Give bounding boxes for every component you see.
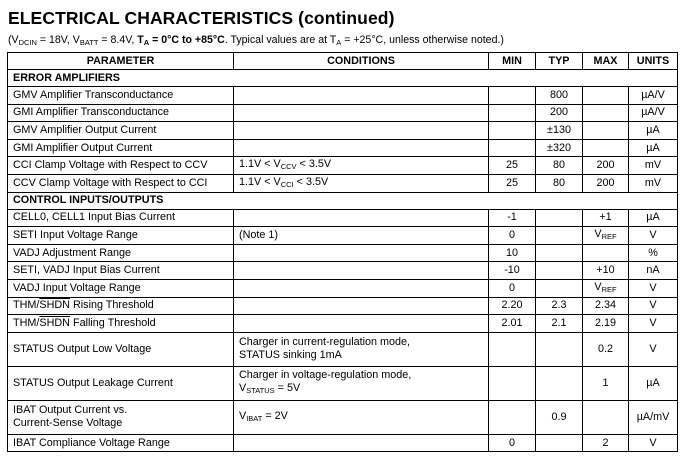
min-cell: 25	[489, 157, 536, 175]
min-cell	[489, 87, 536, 105]
table-row	[8, 297, 678, 315]
table-row	[8, 400, 678, 434]
max-cell: $V_{REF}$	[583, 227, 629, 245]
unit-cell: V	[629, 434, 678, 452]
condition-cell: $V_{IBAT} = 2V$	[234, 400, 489, 434]
max-cell	[583, 400, 629, 434]
max-cell	[583, 244, 629, 262]
param-cell: VADJ Adjustment Range	[8, 244, 234, 262]
unit-cell: %	[629, 244, 678, 262]
condition-cell	[234, 315, 489, 333]
table-row	[8, 279, 678, 297]
unit-cell: V	[629, 297, 678, 315]
header-typ: TYP	[536, 53, 583, 70]
typ-cell	[536, 434, 583, 452]
header-units: UNITS	[629, 53, 678, 70]
condition-cell	[234, 279, 489, 297]
min-cell: 25	[489, 174, 536, 192]
table-row	[8, 174, 678, 192]
min-cell	[489, 400, 536, 434]
max-cell	[583, 122, 629, 140]
max-cell: 0.2	[583, 332, 629, 366]
condition-cell: Charger in voltage-regulation mode, $V_{STATUS} = 5V$	[234, 366, 489, 400]
table-row	[8, 104, 678, 122]
typ-cell: ±320	[536, 139, 583, 157]
table-header-row	[8, 53, 678, 70]
unit-cell: µA/mV	[629, 400, 678, 434]
test-conditions-note: ($V_{DCIN} = 18V$, $V_{BATT} = 8.4V$, $T_A = 0^\circ C$ to +85°C. Typical values are at $T_A = +25^\circ C$, unless otherwise noted.)	[8, 34, 504, 47]
unit-cell: V	[629, 332, 678, 366]
typ-cell: 200	[536, 104, 583, 122]
unit-cell: µA	[629, 366, 678, 400]
param-cell: CELL0, CELL1 Input Bias Current	[8, 209, 234, 227]
max-cell: +10	[583, 262, 629, 280]
section-error-amplifiers: ERROR AMPLIFIERS	[8, 70, 678, 87]
min-cell: 10	[489, 244, 536, 262]
unit-cell: mV	[629, 174, 678, 192]
table-row	[8, 434, 678, 452]
table-row	[8, 332, 678, 366]
typ-cell	[536, 279, 583, 297]
page-title: ELECTRICAL CHARACTERISTICS (continued)	[8, 8, 395, 28]
unit-cell: V	[629, 227, 678, 245]
unit-cell: µA	[629, 139, 678, 157]
table-row	[8, 227, 678, 245]
typ-cell	[536, 332, 583, 366]
max-cell: +1	[583, 209, 629, 227]
table-row	[8, 157, 678, 175]
table-row	[8, 315, 678, 333]
typ-cell	[536, 227, 583, 245]
param-cell: GMV Amplifier Output Current	[8, 122, 234, 140]
condition-cell	[234, 87, 489, 105]
unit-cell: µA	[629, 209, 678, 227]
unit-cell: µA	[629, 122, 678, 140]
table-row	[8, 366, 678, 400]
typ-cell: 800	[536, 87, 583, 105]
section-control-io: CONTROL INPUTS/OUTPUTS	[8, 192, 678, 209]
min-cell	[489, 332, 536, 366]
min-cell	[489, 139, 536, 157]
condition-cell	[234, 104, 489, 122]
unit-cell: µA/V	[629, 87, 678, 105]
typ-cell: ±130	[536, 122, 583, 140]
typ-cell	[536, 366, 583, 400]
max-cell: 200	[583, 157, 629, 175]
min-cell: 2.20	[489, 297, 536, 315]
condition-cell: $1.1V < V_{CCI} < 3.5V$	[234, 174, 489, 192]
max-cell: 2.19	[583, 315, 629, 333]
table-row	[8, 262, 678, 280]
unit-cell: µA/V	[629, 104, 678, 122]
min-cell	[489, 104, 536, 122]
table-row	[8, 87, 678, 105]
header-conditions: CONDITIONS	[234, 53, 489, 70]
max-cell: 1	[583, 366, 629, 400]
param-cell: VADJ Input Voltage Range	[8, 279, 234, 297]
condition-cell: $1.1V < V_{CCV} < 3.5V$	[234, 157, 489, 175]
max-cell: 2	[583, 434, 629, 452]
max-cell: $V_{REF}$	[583, 279, 629, 297]
typ-cell: 2.1	[536, 315, 583, 333]
param-cell: IBAT Output Current vs. Current-Sense Voltage	[8, 400, 234, 434]
condition-cell	[234, 262, 489, 280]
condition-cell	[234, 122, 489, 140]
typ-cell	[536, 262, 583, 280]
param-cell: SETI Input Voltage Range	[8, 227, 234, 245]
table-row	[8, 139, 678, 157]
header-parameter: PARAMETER	[8, 53, 234, 70]
max-cell	[583, 87, 629, 105]
min-cell: 0	[489, 227, 536, 245]
condition-cell: Charger in current-regulation mode, STATUS sinking 1mA	[234, 332, 489, 366]
table-row	[8, 122, 678, 140]
typ-cell: 80	[536, 174, 583, 192]
param-cell: THM/SHDN Rising Threshold	[8, 297, 234, 315]
condition-cell	[234, 434, 489, 452]
section-row	[8, 70, 678, 87]
unit-cell: V	[629, 315, 678, 333]
min-cell: 0	[489, 434, 536, 452]
condition-cell	[234, 244, 489, 262]
electrical-characteristics-table	[7, 52, 678, 452]
unit-cell: mV	[629, 157, 678, 175]
min-cell: -1	[489, 209, 536, 227]
condition-cell	[234, 209, 489, 227]
min-cell: 0	[489, 279, 536, 297]
min-cell: -10	[489, 262, 536, 280]
condition-cell	[234, 297, 489, 315]
param-cell: CCV Clamp Voltage with Respect to CCI	[8, 174, 234, 192]
condition-cell	[234, 139, 489, 157]
max-cell: 2.34	[583, 297, 629, 315]
max-cell	[583, 104, 629, 122]
header-min: MIN	[489, 53, 536, 70]
param-cell: STATUS Output Leakage Current	[8, 366, 234, 400]
param-cell: CCI Clamp Voltage with Respect to CCV	[8, 157, 234, 175]
typ-cell	[536, 244, 583, 262]
min-cell: 2.01	[489, 315, 536, 333]
param-cell: SETI, VADJ Input Bias Current	[8, 262, 234, 280]
typ-cell	[536, 209, 583, 227]
section-row	[8, 192, 678, 209]
max-cell	[583, 139, 629, 157]
typ-cell: 2.3	[536, 297, 583, 315]
param-cell: IBAT Compliance Voltage Range	[8, 434, 234, 452]
min-cell	[489, 366, 536, 400]
typ-cell: 80	[536, 157, 583, 175]
table-row	[8, 244, 678, 262]
param-cell: GMI Amplifier Output Current	[8, 139, 234, 157]
param-cell: GMV Amplifier Transconductance	[8, 87, 234, 105]
header-max: MAX	[583, 53, 629, 70]
unit-cell: nA	[629, 262, 678, 280]
param-cell: GMI Amplifier Transconductance	[8, 104, 234, 122]
min-cell	[489, 122, 536, 140]
unit-cell: V	[629, 279, 678, 297]
table-row	[8, 209, 678, 227]
param-cell: STATUS Output Low Voltage	[8, 332, 234, 366]
param-cell: THM/SHDN Falling Threshold	[8, 315, 234, 333]
condition-cell: (Note 1)	[234, 227, 489, 245]
typ-cell: 0.9	[536, 400, 583, 434]
max-cell: 200	[583, 174, 629, 192]
